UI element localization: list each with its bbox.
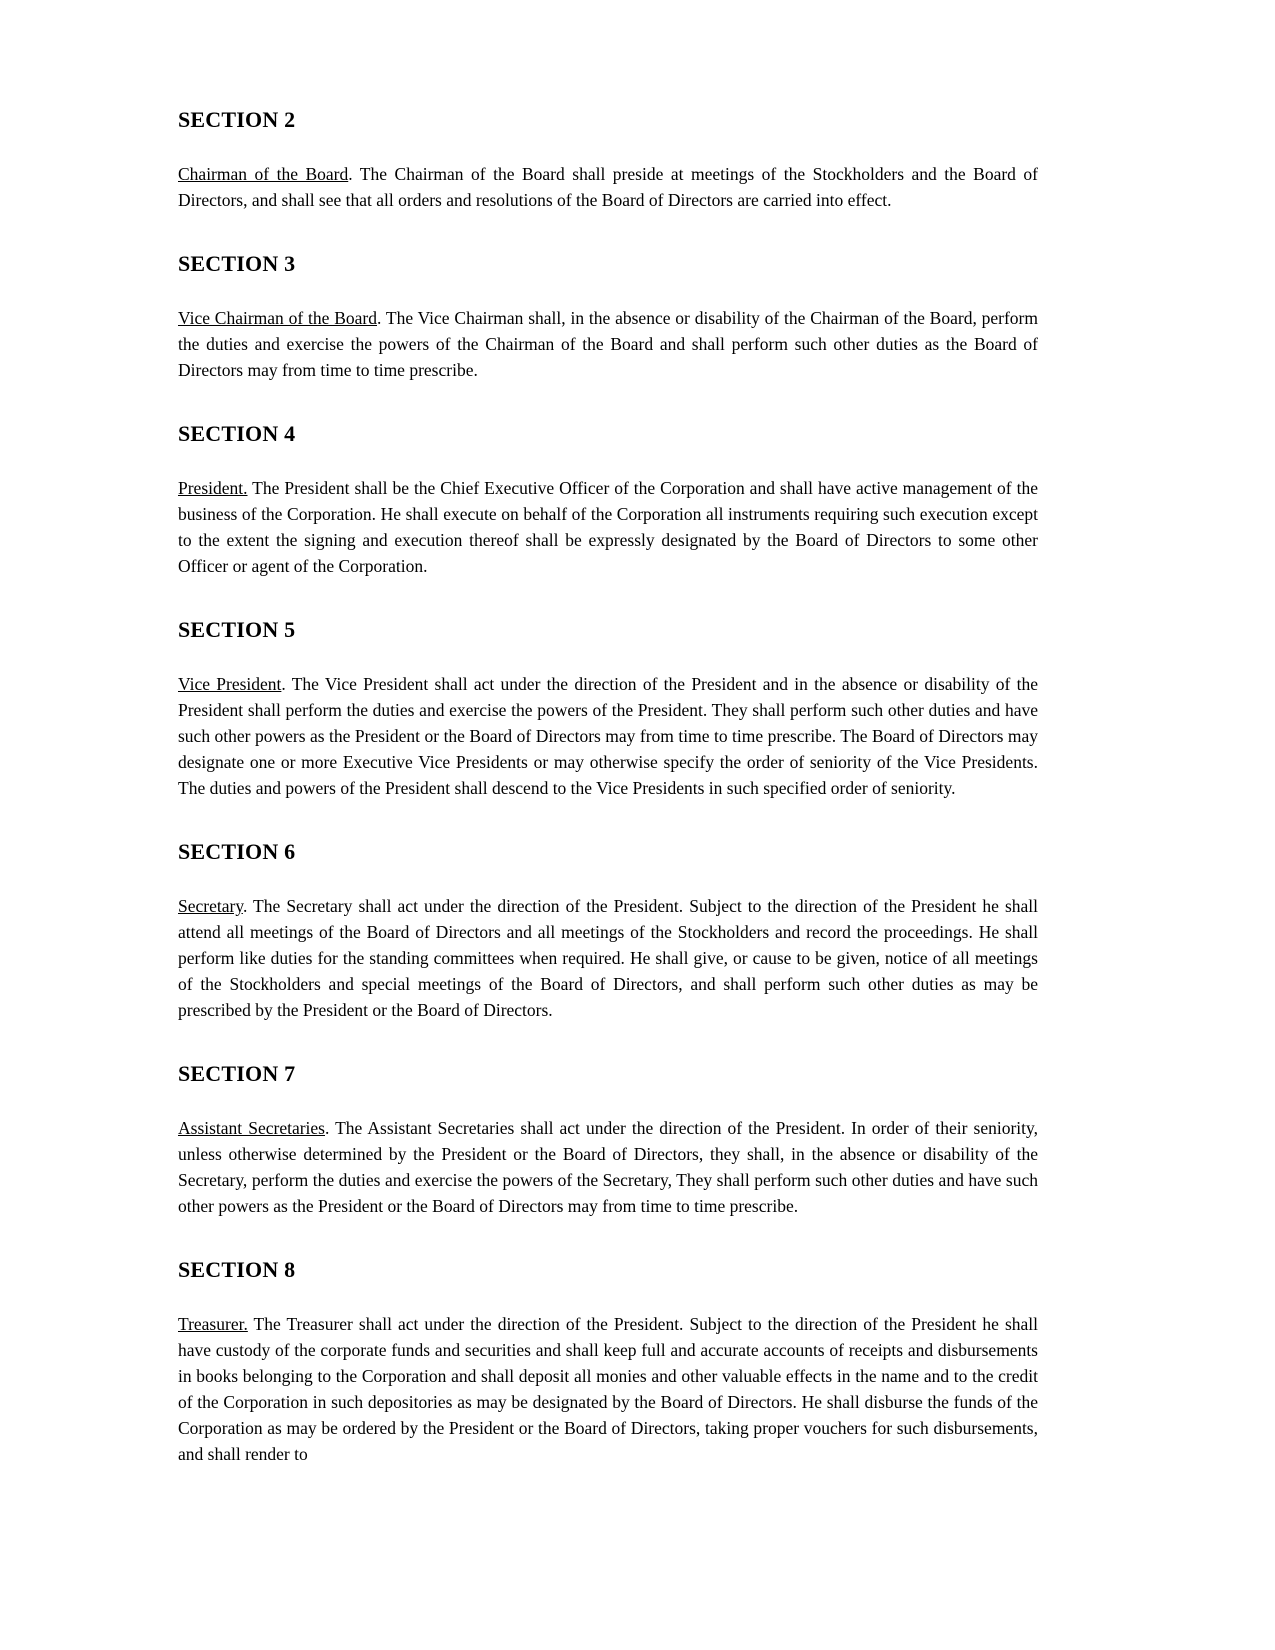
section-6-lead-term: Secretary [178,896,243,916]
section-5-body-text: . The Vice President shall act under the direction of the President and in the absence or disability of the President shall perform the duties and exercise the powers of the President. They shall perform such other duties and have such other powers as the President or the Board of Directors may from time to time prescribe. The Board of Directors may designate one or more Executive Vice Presidents or may otherwise specify the order of seniority of the Vice Presidents. The duties and powers of the President shall descend to the Vice Presidents in such specified order of seniority. [178,674,1038,798]
section-4-body-text: The President shall be the Chief Executive Officer of the Corporation and shall have active management of the business of the Corporation. He shall execute on behalf of the Corporation all instruments requiring such execution except to the extent the signing and execution thereof shall be expressly designated by the Board of Directors to some other Officer or agent of the Corporation. [178,478,1038,576]
section-2-lead-term: Chairman of the Board [178,164,349,184]
section-3-body-text: . The Vice Chairman shall, in the absence or disability of the Chairman of the Board, perform the duties and exercise the powers of the Chairman of the Board and shall perform such other duties as the Board of Directors may from time to time prescribe. [178,308,1038,380]
section-3-lead-term: Vice Chairman of the Board [178,308,377,328]
section-7-lead-term: Assistant Secretaries [178,1118,325,1138]
section-4-paragraph [178,475,1038,579]
section-6 [178,839,1038,1023]
section-7-body-text: . The Assistant Secretaries shall act under the direction of the President. In order of their seniority, unless otherwise determined by the President or the Board of Directors, they shall, in the absence or disability of the Secretary, perform the duties and exercise the powers of the Secretary, They shall perform such other duties and have such other powers as the President or the Board of Directors may from time to time prescribe. [178,1118,1038,1216]
section-7-paragraph [178,1115,1038,1219]
section-6-body-text: . The Secretary shall act under the direction of the President. Subject to the direction of the President he shall attend all meetings of the Board of Directors and all meetings of the Stockholders and record the proceedings. He shall perform like duties for the standing committees when required. He shall give, or cause to be given, notice of all meetings of the Stockholders and special meetings of the Board of Directors, and shall perform such other duties as may be prescribed by the President or the Board of Directors. [178,896,1038,1020]
section-6-paragraph [178,893,1038,1023]
section-2-heading: SECTION 2 [178,107,296,132]
section-2-body-text: . The Chairman of the Board shall preside at meetings of the Stockholders and the Board of Directors, and shall see that all orders and resolutions of the Board of Directors are carried into effect. [178,164,1039,210]
section-5-paragraph [178,671,1038,801]
section-8 [178,1257,1038,1467]
section-3-paragraph [178,305,1038,383]
section-2 [178,107,1038,213]
section-5-lead-term: Vice President [178,674,282,694]
section-8-heading: SECTION 8 [178,1257,296,1282]
section-7-heading: SECTION 7 [178,1061,296,1086]
section-3 [178,251,1038,383]
section-4 [178,421,1038,579]
section-6-heading: SECTION 6 [178,839,296,864]
section-2-paragraph [178,161,1038,213]
section-5 [178,617,1038,801]
section-8-paragraph [178,1311,1038,1467]
section-4-lead-term: President. [178,478,248,498]
section-4-heading: SECTION 4 [178,421,296,446]
section-8-body-text: The Treasurer shall act under the direction of the President. Subject to the direction of the President he shall have custody of the corporate funds and securities and shall keep full and accurate accounts of receipts and disbursements in books belonging to the Corporation and shall deposit all monies and other valuable effects in the name and to the credit of the Corporation in such depositories as may be designated by the Board of Directors. He shall disburse the funds of the Corporation as may be ordered by the President or the Board of Directors, taking proper vouchers for such disbursements, and shall render to [178,1314,1038,1464]
section-8-lead-term: Treasurer. [178,1314,248,1334]
section-3-heading: SECTION 3 [178,251,296,276]
section-7 [178,1061,1038,1219]
section-5-heading: SECTION 5 [178,617,296,642]
